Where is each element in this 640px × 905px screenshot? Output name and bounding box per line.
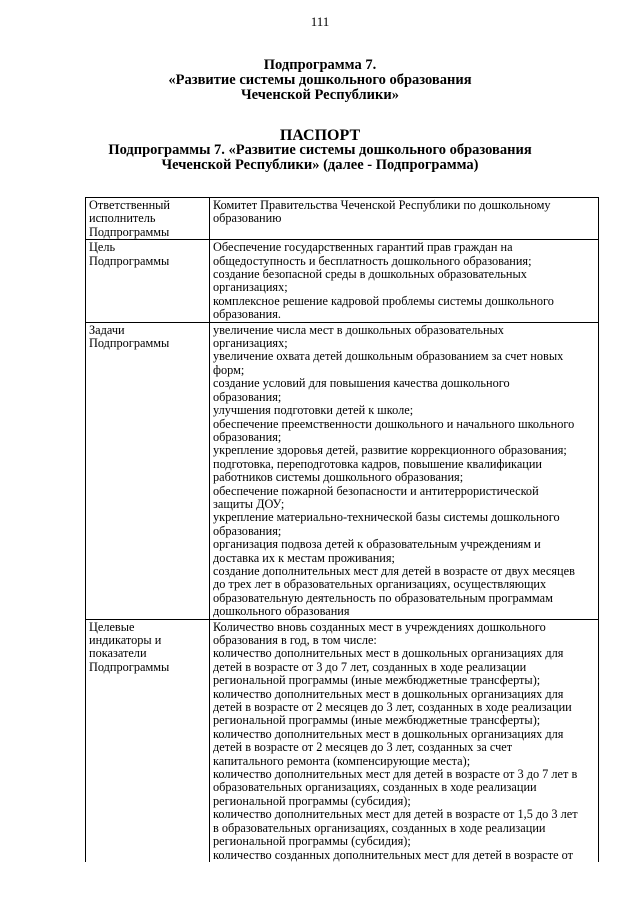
row-content-line: региональной программы (субсидия); bbox=[213, 793, 411, 808]
row-label-line: Подпрограммы bbox=[89, 224, 170, 239]
row-content-line: форм; bbox=[213, 362, 245, 377]
row-content-line: дошкольного образования bbox=[213, 604, 350, 619]
row-content-line: до трех лет в образовательных организациях, осуществляющих bbox=[213, 577, 547, 592]
row-content-line: образовательных организациях, созданных в ходе реализации bbox=[213, 780, 537, 795]
row-content-line: укрепление материально-технической базы системы дошкольного bbox=[213, 510, 560, 525]
row-label-line: Подпрограммы bbox=[89, 253, 170, 268]
row-label-line: Цель bbox=[89, 240, 116, 255]
row-content-cell bbox=[210, 322, 599, 619]
row-label-cell bbox=[86, 619, 210, 862]
subprogram-heading-line-1: Подпрограмма 7. bbox=[263, 57, 377, 73]
row-label-line: исполнитель bbox=[89, 211, 156, 226]
row-content-line: образования; bbox=[213, 429, 282, 444]
row-content-line: количество дополнительных мест в дошкольных организациях для bbox=[213, 726, 564, 741]
subprogram-heading bbox=[0, 58, 640, 103]
table-row bbox=[86, 240, 599, 322]
row-content-line: детей в возрасте от 2 месяцев до 3 лет, созданных в ходе реализации bbox=[213, 700, 572, 715]
passport-heading bbox=[0, 128, 640, 173]
row-content-line: количество дополнительных мест для детей в возрасте от 3 до 7 лет в bbox=[213, 767, 578, 782]
row-label-cell bbox=[86, 198, 210, 240]
table-row bbox=[86, 619, 599, 862]
row-content-line: организация подвоза детей к образовательным учреждениям и bbox=[213, 537, 541, 552]
row-content-line: обеспечение преемственности дошкольного и начального школьного bbox=[213, 416, 575, 431]
row-content-line: образования; bbox=[213, 523, 282, 538]
row-content-line: создание безопасной среды в дошкольных образовательных bbox=[213, 267, 527, 282]
row-content-line: создание условий для повышения качества дошкольного bbox=[213, 376, 510, 391]
page-number: 111 bbox=[310, 14, 330, 29]
row-label-cell bbox=[86, 322, 210, 619]
row-label-line: Задачи bbox=[89, 322, 125, 337]
row-content-line: образованию bbox=[213, 211, 282, 226]
subprogram-heading-line-3: Чеченской Республики» bbox=[241, 87, 399, 103]
row-content-line: детей в возрасте от 2 месяцев до 3 лет, созданных за счет bbox=[213, 740, 513, 755]
row-content-line: Обеспечение государственных гарантий прав граждан на bbox=[213, 240, 513, 255]
row-content-line: организациях; bbox=[213, 336, 288, 351]
row-label-line: Целевые bbox=[89, 619, 135, 634]
subprogram-heading-line-2: «Развитие системы дошкольного образования bbox=[168, 72, 472, 88]
row-label-line: Подпрограммы bbox=[89, 659, 170, 674]
row-content-line: подготовка, переподготовка кадров, повышение квалификации bbox=[213, 456, 543, 471]
row-label-line: Подпрограммы bbox=[89, 336, 170, 351]
row-label-line: Ответственный bbox=[89, 198, 170, 212]
row-content-line: увеличение числа мест в дошкольных образовательных bbox=[213, 322, 504, 337]
row-content-line: количество дополнительных мест в дошкольных организациях для bbox=[213, 686, 564, 701]
row-content-line: организациях; bbox=[213, 280, 288, 295]
row-content-line: образования в год, в том числе: bbox=[213, 633, 377, 647]
row-label-line: индикаторы и bbox=[89, 633, 162, 647]
row-content-line: доставка их к местам проживания; bbox=[213, 550, 395, 565]
row-label-cell bbox=[86, 240, 210, 322]
row-content-line: Количество вновь созданных мест в учреждениях дошкольного bbox=[213, 619, 546, 634]
row-content-line: создание дополнительных мест для детей в возрасте от двух месяцев bbox=[213, 563, 575, 578]
row-content-line: Комитет Правительства Чеченской Республики по дошкольному bbox=[213, 198, 551, 212]
passport-heading-line-3: Чеченской Республики» (далее - Подпрограмма) bbox=[161, 157, 479, 173]
row-content-line: образовательную деятельность по образовательным программам bbox=[213, 590, 553, 605]
row-content-line: региональной программы (субсидия); bbox=[213, 834, 411, 849]
row-content-cell bbox=[210, 240, 599, 322]
row-content-line: обеспечение пожарной безопасности и антитеррористической bbox=[213, 483, 539, 498]
row-content-line: работников системы дошкольного образования; bbox=[213, 470, 464, 485]
row-content-line: капитального ремонта (компенсирующие места); bbox=[213, 753, 471, 768]
row-content-line: защиты ДОУ; bbox=[213, 496, 285, 511]
row-content-cell bbox=[210, 619, 599, 862]
row-content-line: общедоступность и бесплатность дошкольного образования; bbox=[213, 253, 532, 268]
row-label-line: показатели bbox=[89, 646, 147, 661]
row-content-cell bbox=[210, 198, 599, 240]
row-content-line: увеличение охвата детей дошкольным образованием за счет новых bbox=[213, 349, 564, 364]
row-content-line: укрепление здоровья детей, развитие коррекционного образования; bbox=[213, 443, 567, 458]
row-content-line: детей в возрасте от 3 до 7 лет, созданных в ходе реализации bbox=[213, 659, 527, 674]
row-content-line: количество дополнительных мест в дошкольных организациях для bbox=[213, 646, 564, 661]
row-content-line: комплексное решение кадровой проблемы системы дошкольного bbox=[213, 293, 554, 308]
row-content-line: улучшения подготовки детей к школе; bbox=[213, 403, 414, 418]
row-content-line: количество созданных дополнительных мест для детей в возрасте от bbox=[213, 847, 574, 862]
row-content-line: региональной программы (иные межбюджетные трансферты); bbox=[213, 713, 541, 728]
row-content-line: образования. bbox=[213, 307, 281, 322]
passport-heading-line-2: Подпрограммы 7. «Развитие системы дошкольного образования bbox=[108, 142, 532, 158]
row-content-line: в образовательных организациях, созданных в ходе реализации bbox=[213, 820, 546, 835]
row-content-line: количество дополнительных мест для детей в возрасте от 1,5 до 3 лет bbox=[213, 807, 578, 822]
table-row bbox=[86, 322, 599, 619]
table-row bbox=[86, 198, 599, 240]
passport-heading-line-1: ПАСПОРТ bbox=[279, 127, 361, 144]
row-content-line: региональной программы (иные межбюджетные трансферты); bbox=[213, 673, 541, 688]
passport-table bbox=[85, 197, 599, 862]
row-content-line: образования; bbox=[213, 389, 282, 404]
